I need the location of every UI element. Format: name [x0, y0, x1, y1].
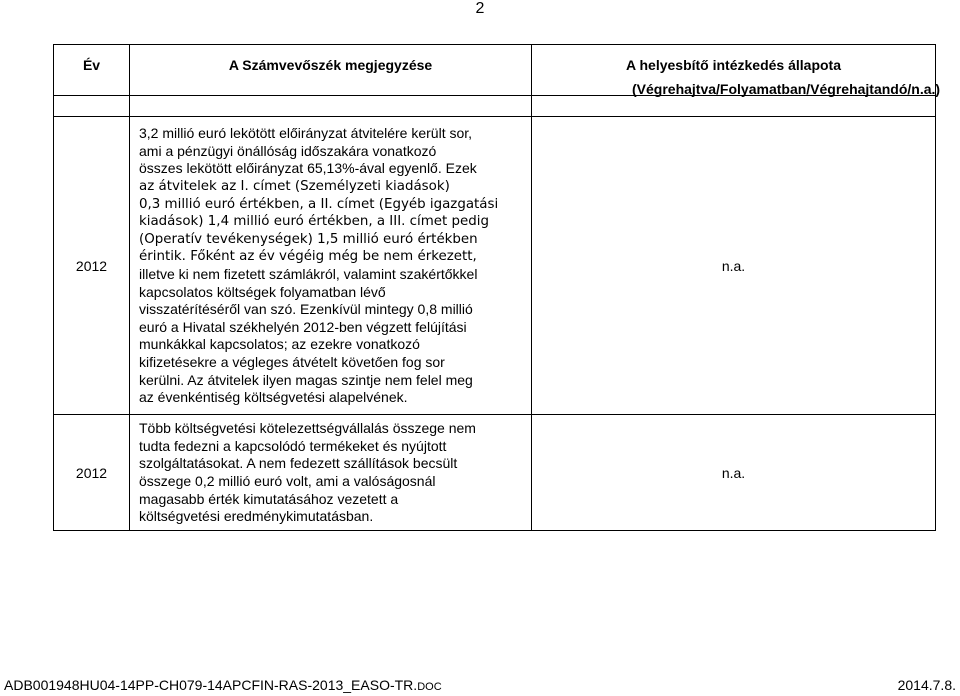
header-note-label: A Számvevőszék megjegyzése — [228, 57, 433, 73]
note-cell — [130, 415, 532, 531]
header-status-label: A helyesbítő intézkedés állapota — [626, 57, 841, 73]
note-line: tudta fedezni a kapcsolódó termékeket és nyújtott — [139, 437, 447, 454]
findings-table — [53, 44, 941, 531]
status-cell: n.a. — [532, 415, 936, 531]
status-cell: n.a. — [532, 117, 936, 415]
footer-document-id — [4, 677, 442, 695]
note-line: magasabb érték kimutatásához vezetett a — [139, 490, 399, 507]
header-note — [130, 45, 532, 96]
note-line: összege 0,2 millió euró volt, ami a valóságosnál — [139, 473, 436, 489]
note-line: euró a Hivatal székhelyén 2012-ben végzett felújítási — [139, 318, 467, 335]
table-row — [54, 415, 936, 531]
header-status — [532, 45, 941, 97]
page-number: 2 — [475, 0, 485, 17]
note-line: érintik. Főként az év végéig még be nem érkezett, — [139, 249, 477, 265]
footer-date: 2014.7.8. — [897, 677, 956, 693]
note-line: összes lekötött előirányzat 65,13%-ával egyenlő. Ezek — [139, 160, 477, 177]
spacer-cell — [130, 96, 532, 117]
year-cell: 2012 — [54, 415, 130, 531]
header-status-options: (Végrehajtva/Folyamatban/Végrehajtandó/n.a.) — [632, 81, 941, 97]
note-line: kiadások) 1,4 millió euró értékben, a III. címet pedig — [139, 214, 489, 230]
table-row — [54, 117, 936, 415]
note-line: kerülni. Az átvitelek ilyen magas szintje nem felel meg — [139, 371, 473, 388]
note-line: 0,3 millió euró értékben, a II. címet (Egyéb igazgatási — [139, 196, 499, 212]
note-line: Több költségvetési kötelezettségvállalás összege nem — [139, 420, 476, 437]
header-year — [54, 45, 130, 96]
note-line: (Operatív tevékenységek) 1,5 millió euró értékben — [139, 231, 478, 247]
note-line: költségvetési eredménykimutatásban. — [139, 508, 374, 525]
note-line: kifizetésekre a végleges átvételt követően fog sor — [139, 353, 445, 370]
table-header-row — [54, 45, 936, 96]
note-line: kapcsolatos költségek folyamatban lévő — [139, 283, 386, 300]
note-line: visszatérítéséről van szó. Ezenkívül mintegy 0,8 millió — [139, 301, 473, 318]
note-line: az évenkéntiség költségvetési alapelvének. — [139, 389, 408, 406]
note-line: munkákkal kapcsolatos; az ezekre vonatkozó — [139, 336, 420, 353]
note-line: szolgáltatásokat. A nem fedezett szállítások becsült — [139, 455, 458, 472]
note-line: 3,2 millió euró lekötött előirányzat átvitelére került sor, — [139, 125, 473, 142]
footer-doc-id: ADB001948HU04-14PP-CH079-14APCFIN-RAS-2013_EASO-TR. — [4, 677, 418, 693]
note-line: az átvitelek az I. címet (Személyzeti kiadások) — [139, 179, 450, 195]
header-year-label: Év — [82, 57, 101, 73]
note-cell — [130, 117, 532, 415]
footer-doc-extension: DOC — [417, 681, 442, 693]
note-line: illetve ki nem fizetett számlákról, valamint szakértőkkel — [139, 266, 478, 282]
note-line: ami a pénzügyi önállóság időszakára vonatkozó — [139, 142, 437, 159]
year-cell: 2012 — [54, 117, 130, 415]
spacer-cell — [54, 96, 130, 117]
